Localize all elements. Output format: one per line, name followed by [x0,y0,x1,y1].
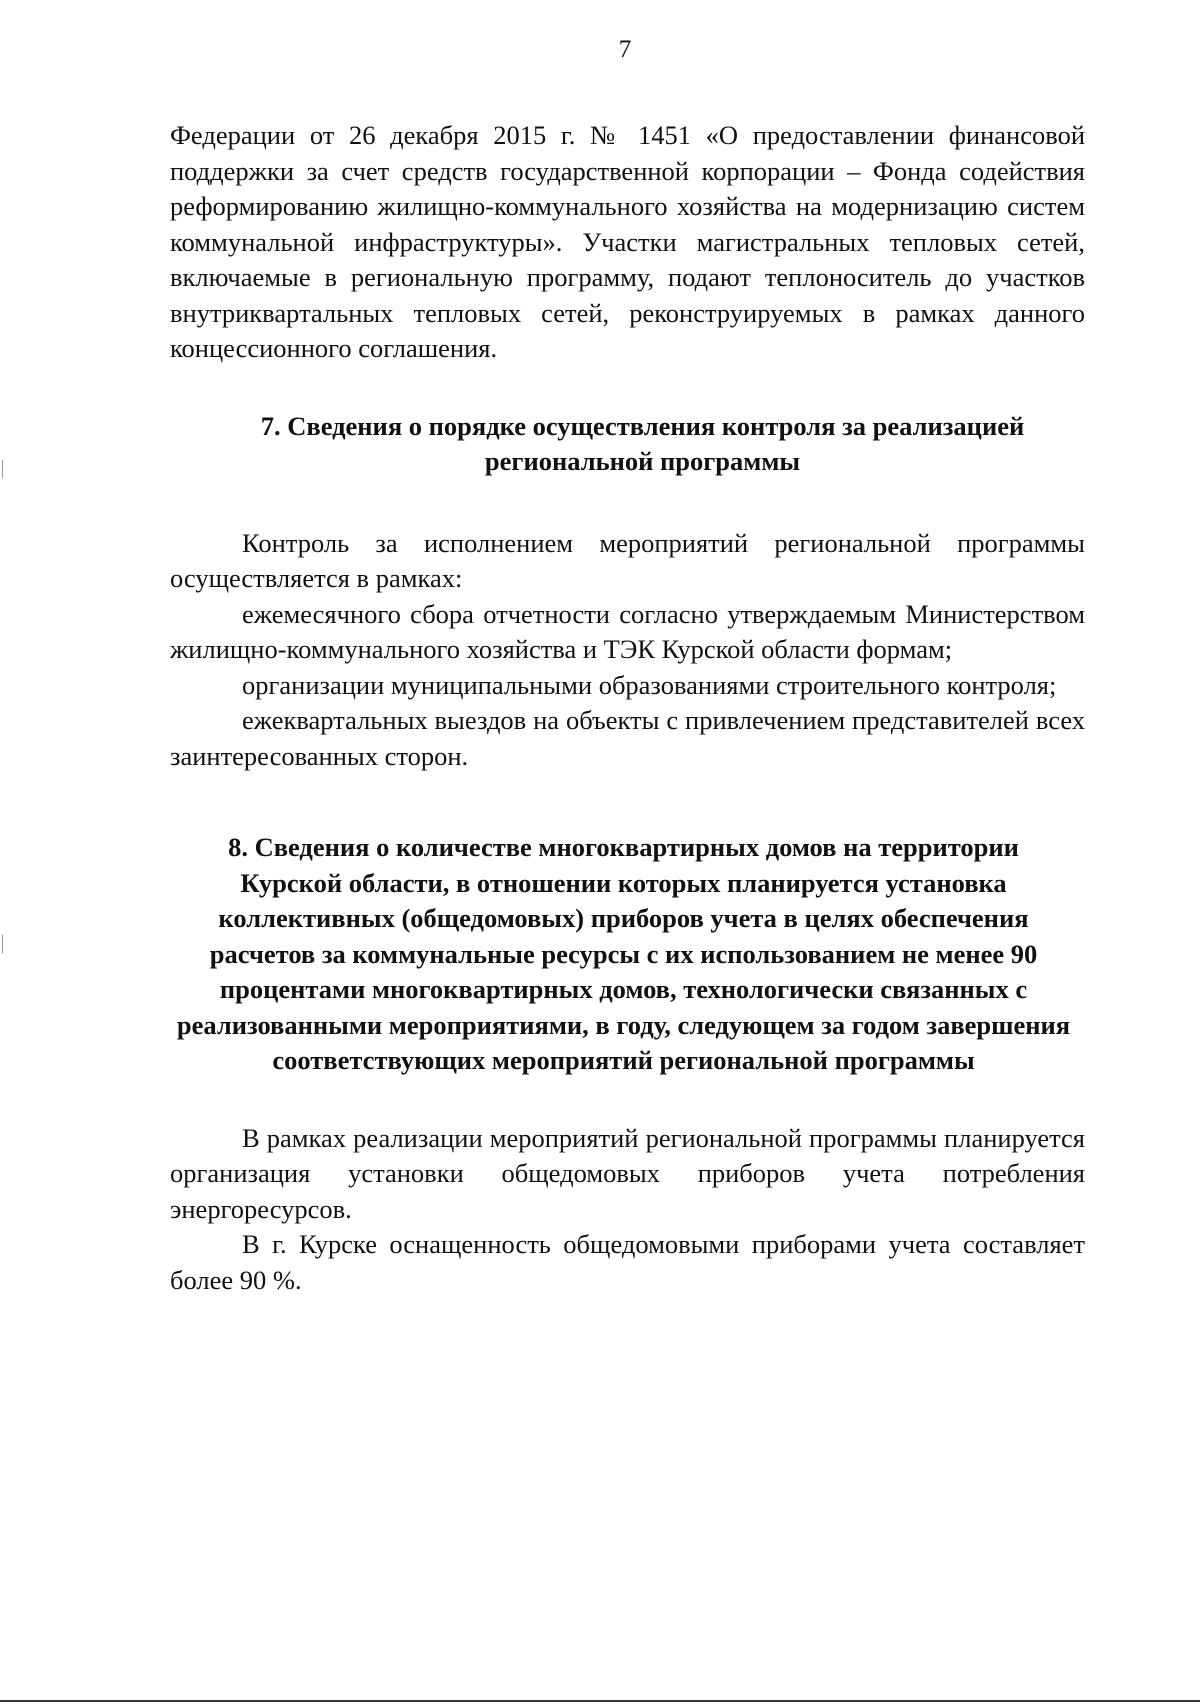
section-7-heading-line-1: 7. Сведения о порядке осуществления контроля за реализацией [260,410,1025,441]
section-7-item: ежемесячного сбора отчетности согласно утверждаемым Министерством жилищно-коммунального хозяйства и ТЭК Курской области формам; [170,598,1085,664]
page-number: 7 [618,36,632,63]
section-8-paragraph-2: В г. Курске оснащенность общедомовыми приборами учета составляет более 90 %. [170,1229,1085,1295]
section-7-heading-line-2: региональной программы [484,446,801,476]
section-7-intro: Контроль за исполнением мероприятий региональной программы осуществляется в рамках: [170,527,1085,593]
section-8-heading: 8. Сведения о количестве многоквартирных домов на территории Курской области, в отношении которых планируется установка коллективных (общедомовых) приборов учета в целях обеспечения расчетов за коммунальные ресурсы с их использованием не менее 90 процентами многоквартирных домов, технологически связанных с реализованными мероприятиями, в году, следующем за годом завершения соответствующих мероприятий региональной программы [176,832,1071,1075]
section-8-paragraph-1: В рамках реализации мероприятий региональной программы планируется организация установки общедомовых приборов учета потребления энергоресурсов. [170,1122,1085,1224]
section-7-heading [170,409,1085,480]
intro-paragraph: Федерации от 26 декабря 2015 г. № 1451 «О предоставлении финансовой поддержки за счет средств государственной корпорации – Фонда содействия реформированию жилищно-коммунального хозяйства на модернизацию систем коммунальной инфраструктуры». Участки магистральных тепловых сетей, включаемые в региональную программу, подают теплоноситель до участков внутриквартальных тепловых сетей, реконструируемых в рамках данного концессионного соглашения. [170,120,1085,363]
scan-bottom-edge [0,1700,1200,1702]
scan-edge-mark [2,460,3,478]
section-7-item: ежеквартальных выездов на объекты с привлечением представителей всех заинтересованных сторон. [170,705,1085,771]
document-body [170,118,1085,1298]
section-7-item: организации муниципальными образованиями строительного контроля; [242,669,1057,700]
scan-edge-mark [2,935,3,953]
